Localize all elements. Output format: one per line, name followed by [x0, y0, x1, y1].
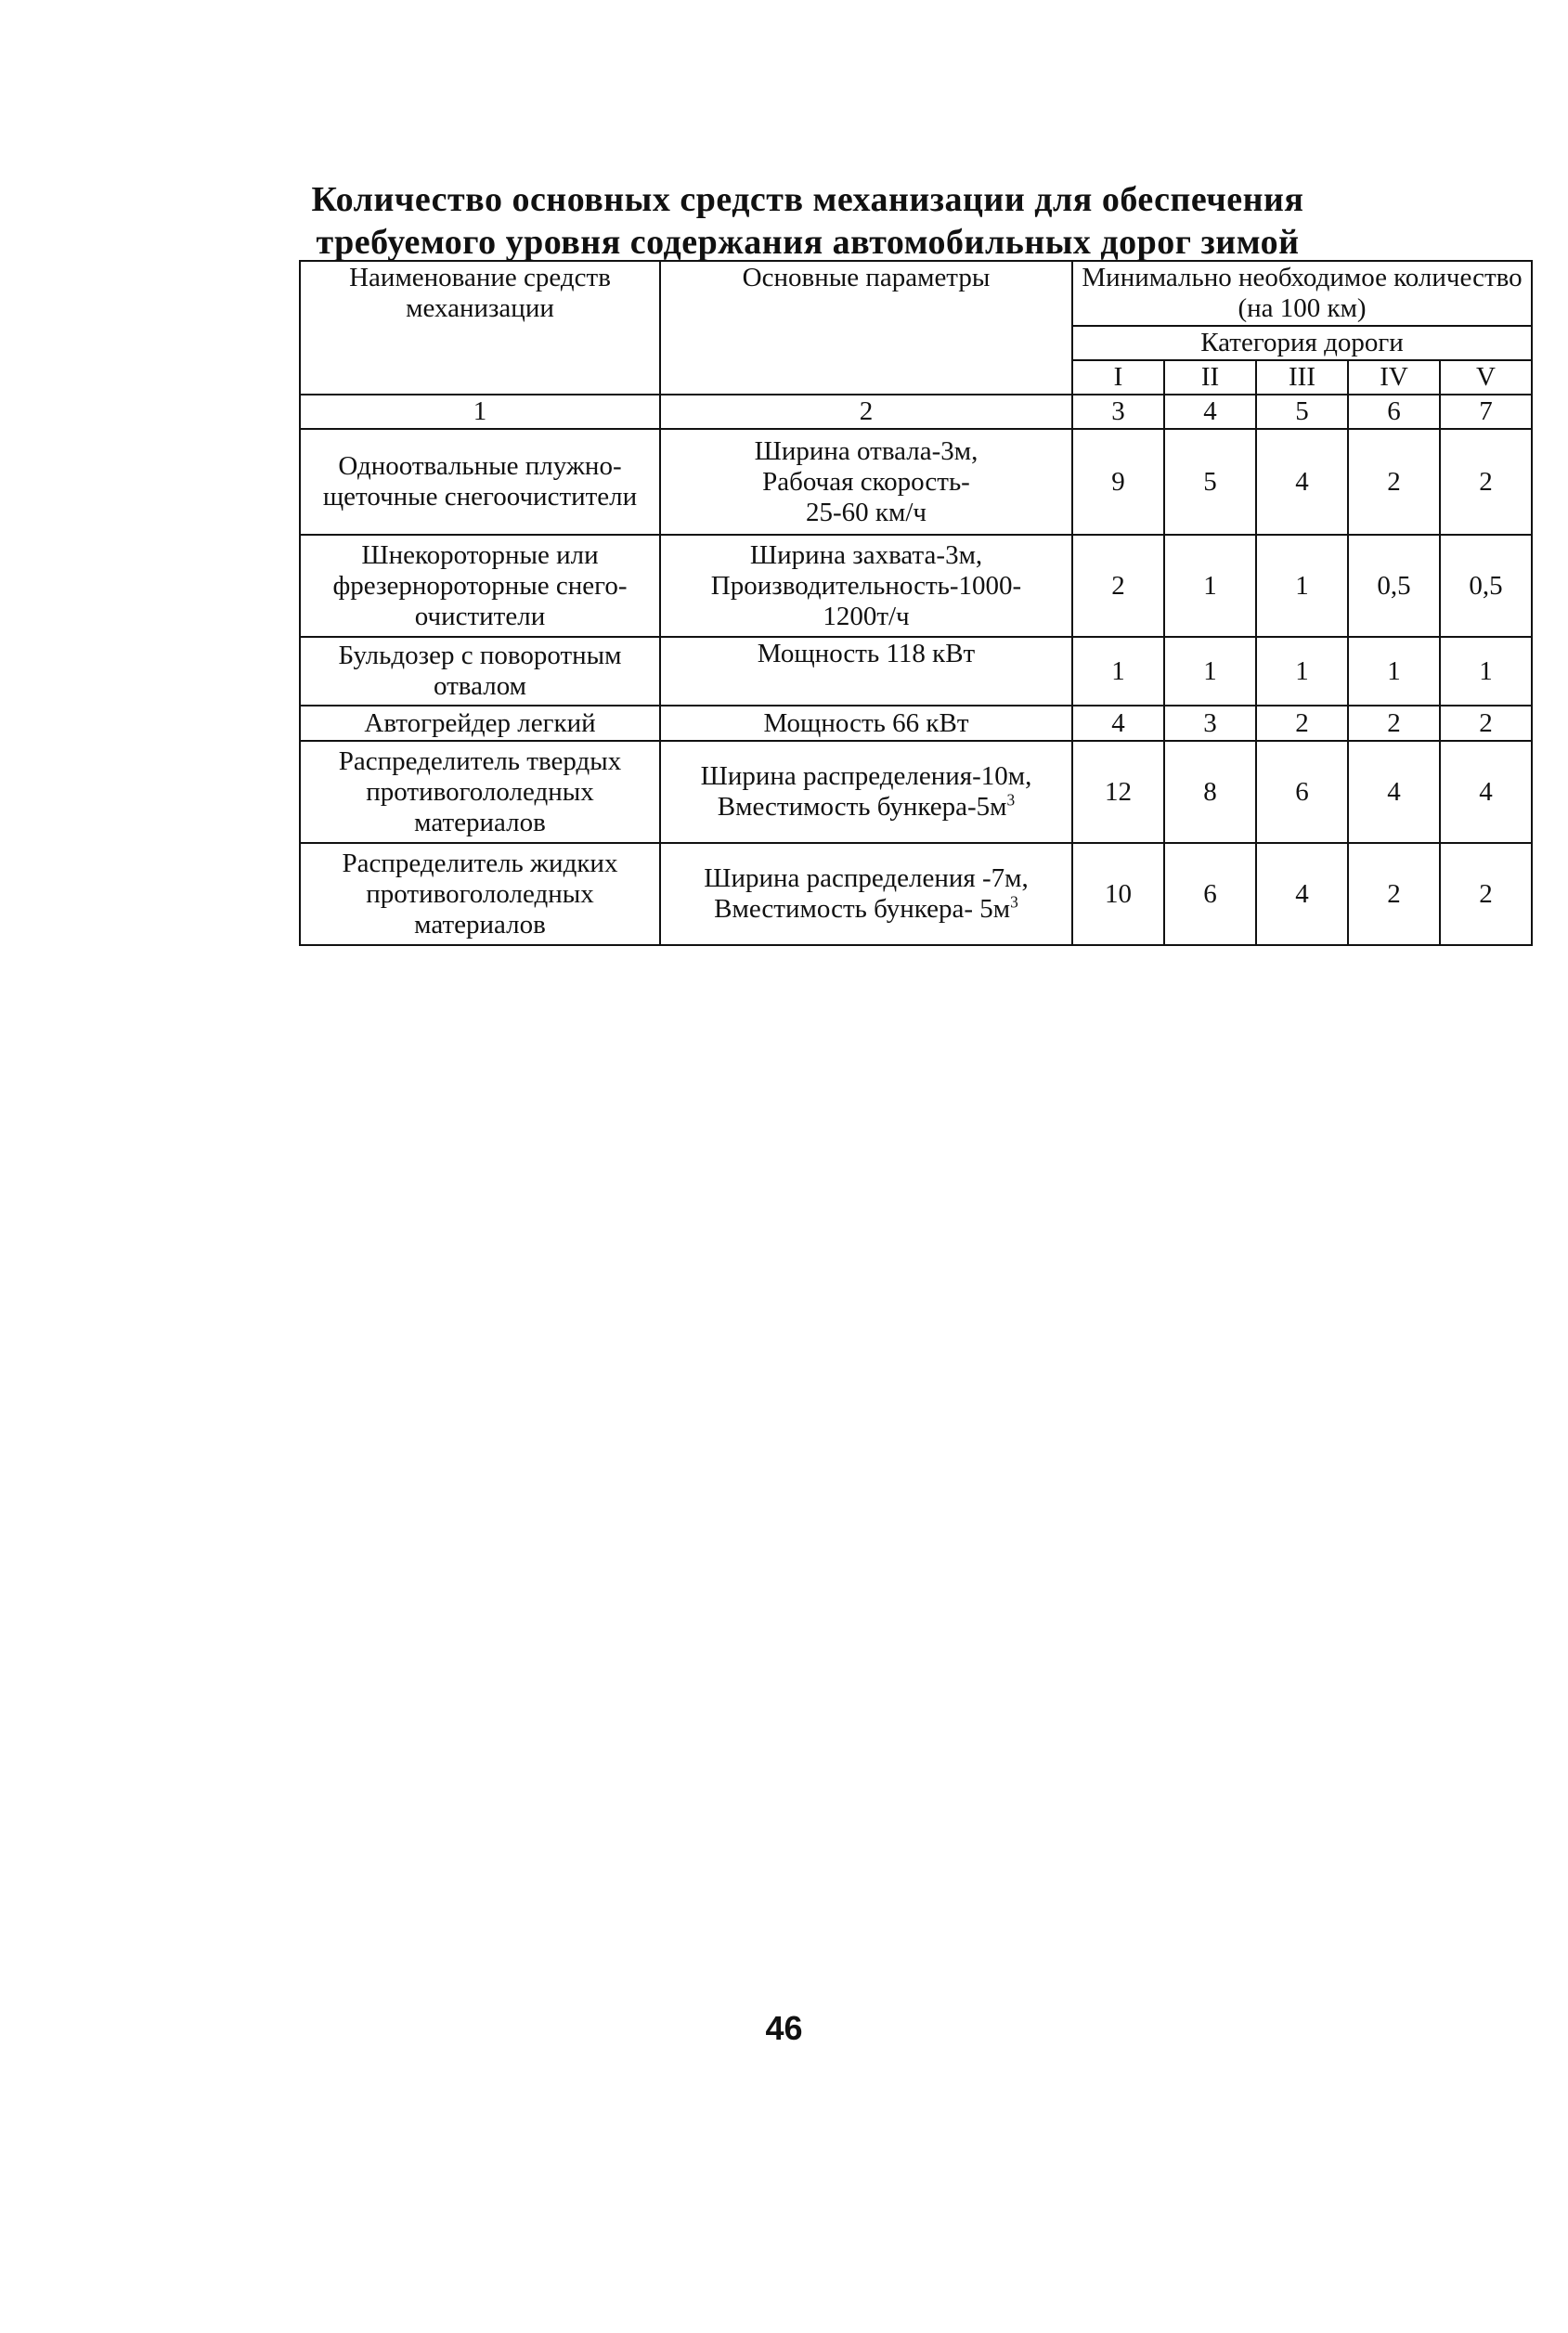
qty-cell: 3	[1164, 706, 1256, 741]
page-title	[279, 178, 1337, 264]
column-number: 2	[660, 395, 1072, 429]
mechanization-table	[299, 260, 1533, 946]
param-line	[665, 792, 1068, 823]
machine-params	[660, 535, 1072, 637]
table-row	[300, 637, 1532, 706]
machine-name: Распределитель жидких противогололедных материалов	[300, 843, 660, 945]
qty-cell: 4	[1256, 843, 1348, 945]
machine-name: Распределитель твердых противогололедных материалов	[300, 741, 660, 843]
qty-cell: 2	[1440, 706, 1532, 741]
qty-cell: 2	[1348, 706, 1440, 741]
machine-params	[660, 637, 1072, 706]
param-line: Ширина распределения -7м,	[704, 863, 1029, 893]
machine-name: Одноотвальные плужно-щеточные снегоочистители	[300, 429, 660, 535]
qty-cell: 0,5	[1440, 535, 1532, 637]
header-min-qty: Минимально необходимое количество (на 100 км)	[1072, 261, 1532, 326]
column-number: 6	[1348, 395, 1440, 429]
qty-cell: 5	[1164, 429, 1256, 535]
title-line-2: требуемого уровня содержания автомобильных дорог зимой	[316, 223, 1300, 262]
title-line-1: Количество основных средств механизации для обеспечения	[311, 180, 1304, 219]
machine-params	[660, 429, 1072, 535]
qty-cell: 1	[1256, 535, 1348, 637]
qty-cell: 0,5	[1348, 535, 1440, 637]
param-text: Вместимость бункера-5м	[717, 792, 1007, 822]
header-row-1	[300, 261, 1532, 326]
machine-params	[660, 706, 1072, 741]
qty-cell: 2	[1348, 843, 1440, 945]
category-iii: III	[1256, 360, 1348, 395]
unit-superscript: 3	[1006, 790, 1016, 810]
machine-name: Автогрейдер легкий	[300, 706, 660, 741]
qty-cell: 4	[1072, 706, 1164, 741]
param-line: 1200т/ч	[823, 601, 910, 631]
qty-cell: 4	[1348, 741, 1440, 843]
qty-cell: 1	[1072, 637, 1164, 706]
param-line: Мощность 66 кВт	[763, 707, 969, 738]
machine-params	[660, 741, 1072, 843]
param-line: Ширина захвата-3м,	[749, 539, 983, 570]
param-line: Ширина отвала-3м,	[754, 435, 978, 466]
machine-name: Шнекороторные или фрезернороторные снегоочистители	[300, 535, 660, 637]
column-number: 7	[1440, 395, 1532, 429]
header-name: Наименование средств механизации	[300, 261, 660, 395]
qty-cell: 1	[1440, 637, 1532, 706]
qty-cell: 8	[1164, 741, 1256, 843]
column-number-row	[300, 395, 1532, 429]
qty-cell: 2	[1440, 843, 1532, 945]
page-number: 46	[765, 2009, 803, 2047]
param-line: Производительность-1000-	[710, 570, 1022, 601]
qty-cell: 1	[1348, 637, 1440, 706]
param-line: Мощность 118 кВт	[757, 639, 976, 668]
param-line: Рабочая скорость-	[762, 466, 970, 497]
param-text: Вместимость бункера- 5м	[714, 894, 1011, 924]
qty-cell: 1	[1256, 637, 1348, 706]
qty-cell: 1	[1164, 535, 1256, 637]
column-number: 5	[1256, 395, 1348, 429]
qty-cell: 12	[1072, 741, 1164, 843]
unit-superscript: 3	[1010, 892, 1018, 912]
qty-cell: 4	[1440, 741, 1532, 843]
qty-cell: 6	[1256, 741, 1348, 843]
column-number: 1	[300, 395, 660, 429]
table-row	[300, 843, 1532, 945]
qty-cell: 2	[1348, 429, 1440, 535]
table-row	[300, 429, 1532, 535]
table-row	[300, 535, 1532, 637]
param-line	[665, 894, 1068, 925]
table-row	[300, 741, 1532, 843]
qty-cell: 1	[1164, 637, 1256, 706]
qty-cell: 6	[1164, 843, 1256, 945]
qty-cell: 9	[1072, 429, 1164, 535]
header-category: Категория дороги	[1072, 326, 1532, 360]
machine-params	[660, 843, 1072, 945]
header-params: Основные параметры	[660, 261, 1072, 395]
category-iv: IV	[1348, 360, 1440, 395]
category-i: I	[1072, 360, 1164, 395]
param-line: Ширина распределения-10м,	[700, 761, 1032, 791]
qty-cell: 4	[1256, 429, 1348, 535]
table-row	[300, 706, 1532, 741]
qty-cell: 2	[1256, 706, 1348, 741]
column-number: 3	[1072, 395, 1164, 429]
machine-name: Бульдозер с поворотным отвалом	[300, 637, 660, 706]
category-v: V	[1440, 360, 1532, 395]
category-ii: II	[1164, 360, 1256, 395]
qty-cell: 2	[1440, 429, 1532, 535]
qty-cell: 10	[1072, 843, 1164, 945]
qty-cell: 2	[1072, 535, 1164, 637]
param-line: 25-60 км/ч	[806, 497, 927, 527]
column-number: 4	[1164, 395, 1256, 429]
